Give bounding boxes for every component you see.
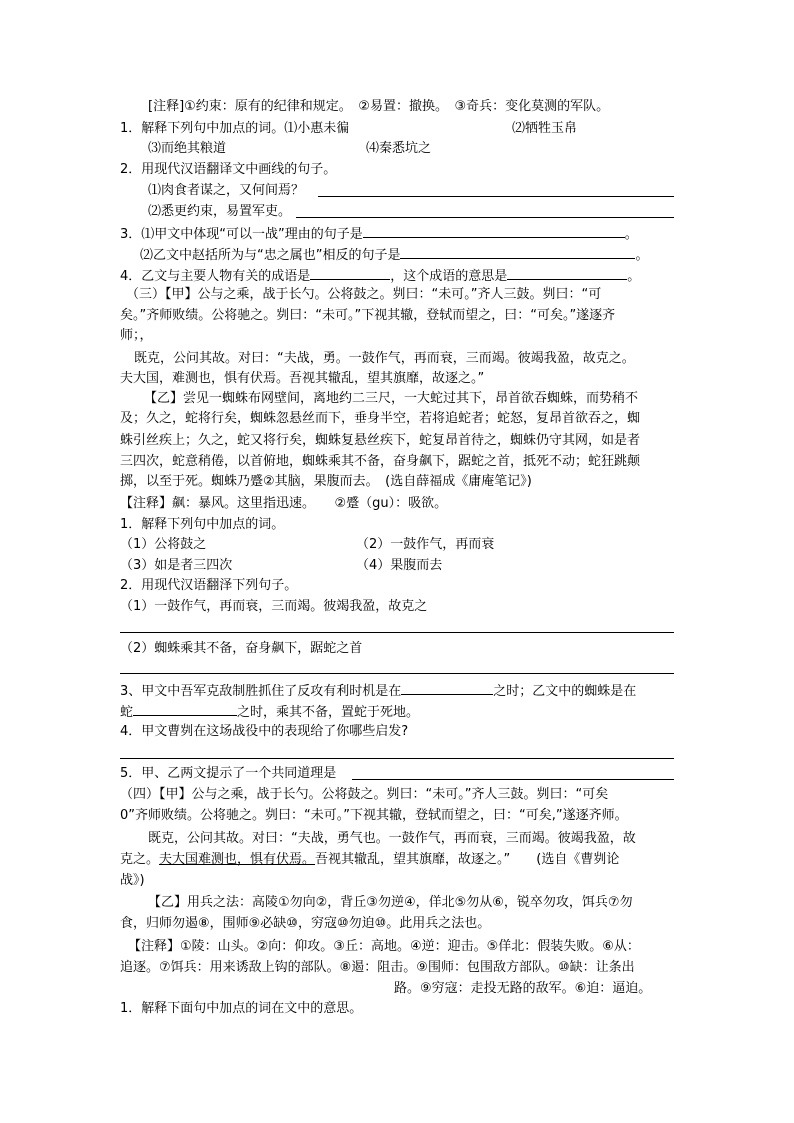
question-4-text-2: ，这个成语的意思是 (390, 269, 508, 284)
passage-4-notes-line: 路。⑨穷寇：走投无路的敌军。⑥迫：逼迫。 (394, 981, 652, 996)
underlined-sentence: 夫大国难测也，惧有伏焉。 (159, 852, 316, 867)
passage-4-notes-line: 【注释】①陵：山头。②向：仰攻。③丘：高地。④逆：迎击。⑤佯北：假装失败。⑥从： (128, 939, 640, 954)
notes-line: [注释]①约束：原有的纪律和规定。 ②易置：撤换。 ③奇兵：变化莫测的军队。 (148, 99, 610, 114)
question-3-1-heading: 1．解释下列句中加点的词。 (120, 517, 285, 532)
passage-3-jia-line: 夫大国，难测也，惧有伏焉。吾视其辙乱，望其旗靡，故逐之。” (120, 371, 485, 386)
question-3-3-text-3: 蛇 (120, 705, 134, 720)
answer-line (318, 196, 674, 197)
question-3-1-item-4: （4）果腹而去 (356, 558, 443, 573)
question-3-1-item-3: （3）如是者三四次 (120, 558, 233, 573)
answer-line (352, 779, 674, 780)
question-3-2-item-2: （2）蜘蛛乘其不备，奋身飙下，踞蛇之首 (120, 641, 363, 656)
question-3-4-line: 4．甲文曹刿在这场战役中的表现给了你哪些启发? (120, 724, 409, 739)
question-3-3-text-1: 3、甲文中吾军克敌制胜抓住了反攻有利时机是在 (120, 684, 402, 699)
question-4-text-1: 4．乙文与主要人物有关的成语是 (120, 269, 311, 284)
answer-line (296, 217, 674, 218)
passage-3-notes: 【注释】飙：暴风。这里指迅速。 ②蹙（gu）：吸欲。 (120, 496, 448, 511)
answer-blank (400, 244, 635, 259)
period: 。 (635, 248, 649, 263)
question-4-line (120, 265, 640, 287)
question-3-3-line (120, 680, 636, 702)
answer-line (120, 758, 674, 759)
question-1-item-4: ⑷秦悉坑之 (366, 141, 432, 156)
answer-line (120, 673, 674, 674)
passage-3-yi-line: 掷，以至于死。蜘蛛乃蹙②其脑，果腹而去。 (选自薛福成《庸庵笔记》) (120, 474, 532, 489)
question-3-3-line (120, 701, 419, 723)
passage-4-jia-line: 0”齐师败绩。公将驰之。刿曰：“未可。”下视其辙，登轼而望之，曰：“可矣,”遂逐齐师。 (120, 808, 628, 823)
question-1-line-a: 1．解释下列句中加点的词。⑴小惠未徧 (120, 121, 350, 136)
answer-blank (363, 223, 625, 238)
passage-4-notes-line: 追逐。⑦饵兵：用来诱敌上钩的部队。⑧遏：阻击。⑨围师：包围敌方部队。⑩缺：让条出 (120, 960, 635, 975)
question-3-text-1: 3．⑴甲文中体现“可以一战”理由的句子是 (120, 227, 363, 242)
period: 。 (627, 269, 641, 284)
answer-blank (507, 265, 627, 280)
passage-4-yi-line: 【乙】用兵之法：高陵①勿向②，背丘③勿逆④，佯北⑤勿从⑥，锐卒勿攻，饵兵⑦勿 (148, 895, 633, 910)
passage-3-jia-line: 矣。”齐师败绩。公将驰之。刿曰：“未可。”下视其辙，登轼而望之，曰：“可矣。”遂逐齐 (120, 308, 616, 323)
answer-line (120, 632, 674, 633)
passage-3-jia-line: 既克，公问其故。对曰：“夫战，勇。一鼓作气，再而衰，三而竭。彼竭我盈，故克之。 (134, 351, 635, 366)
passage-3-yi-line: 及；久之，蛇将行矣，蜘蛛忽悬丝而下，垂身半空，若将追蛇者；蛇怒，复昂首欲吞之，蜘 (120, 411, 641, 426)
answer-blank (133, 701, 237, 716)
question-2-item-1: ⑴肉食者谋之，又何间焉？ (148, 183, 305, 198)
passage-4-question-1: 1．解释下面句中加点的词在文中的意思。 (120, 1001, 363, 1016)
passage-3-yi-line: 三四次，蛇意稍倦，以首俯地，蜘蛛乘其不备，奋身飙下，踞蛇之首，抵死不动；蛇狂跳颠 (120, 454, 641, 469)
question-3-item-1 (120, 223, 638, 245)
question-3-2-heading: 2．用现代汉语翻泽下列句子。 (120, 578, 298, 593)
question-3-1-item-1: （1）公将鼓之 (120, 537, 207, 552)
passage-4-jia-line: 既克，公问其故。对曰：“夫战，勇气也。一鼓作气，再而衰，三而竭。彼竭我盈，故 (148, 831, 636, 846)
answer-blank (401, 680, 493, 695)
answer-blank (310, 265, 390, 280)
passage-3-yi-line: 蛛引丝疾上；久之，蛇又将行矣，蜘蛛复悬丝疾下，蛇复昂首待之，蜘蛛仍守其网，如是者 (120, 433, 641, 448)
question-3-3-text-4: 之时，乘其不备，置蛇于死地。 (237, 705, 420, 720)
question-3-3-text-2: 之时；乙文中的蜘蛛是在 (493, 684, 637, 699)
question-3-item-2 (140, 244, 649, 266)
passage-3-yi-line: 【乙】尝见一蜘蛛布网壁间，离地约二三尺，一大蛇过其下，昂首欲吞蜘蛛，而势稍不 (144, 391, 639, 406)
passage-4-text-1: 克之。 (120, 852, 160, 867)
question-3-5-line: 5．甲、乙两文提示了一个共同道理是 (120, 766, 337, 781)
passage-3-jia-line: （三）【甲】公与之乘，战于长勺。公将鼓之。刿曰：“未可。”齐人三鼓。刿曰：“可 (126, 287, 602, 302)
passage-3-jia-line: 师；， (120, 328, 153, 343)
question-1-item-2: ⑵牺牲玉帛 (512, 121, 578, 136)
period: 。 (624, 227, 638, 242)
question-2-item-2: ⑵悉更约束，易置军吏。 (148, 204, 292, 219)
question-3-2-item-1: （1）一鼓作气，再而衰，三而竭。彼竭我盈，故克之 (120, 599, 428, 614)
passage-4-yi-line: 食，归师勿遏⑧，围师⑨必缺⑩，穷寇⑩勿迫⑩。此用兵之法也。 (120, 916, 491, 931)
passage-4-jia-line (120, 850, 619, 870)
passage-4-text-2: 吾视其辙乱，望其旗靡，故逐之。” (选自《曹刿论 (315, 852, 620, 867)
passage-4-jia-line: （四）【甲】公与之乘，战于长勺。公将鼓之。刿曰：“未可。”齐人三鼓。刿曰：“可矣 (120, 787, 609, 802)
question-3-1-item-2: （2）一鼓作气，再而衰 (356, 537, 495, 552)
question-3-text-2: ⑵乙文中赵括所为与“忠之属也”相反的句子是 (140, 248, 401, 263)
question-1-item-3: ⑶而绝其粮道 (148, 141, 227, 156)
question-2-heading: 2．用现代汉语翻译文中画线的句子。 (120, 162, 337, 177)
passage-4-jia-line: 战》) (120, 873, 145, 888)
